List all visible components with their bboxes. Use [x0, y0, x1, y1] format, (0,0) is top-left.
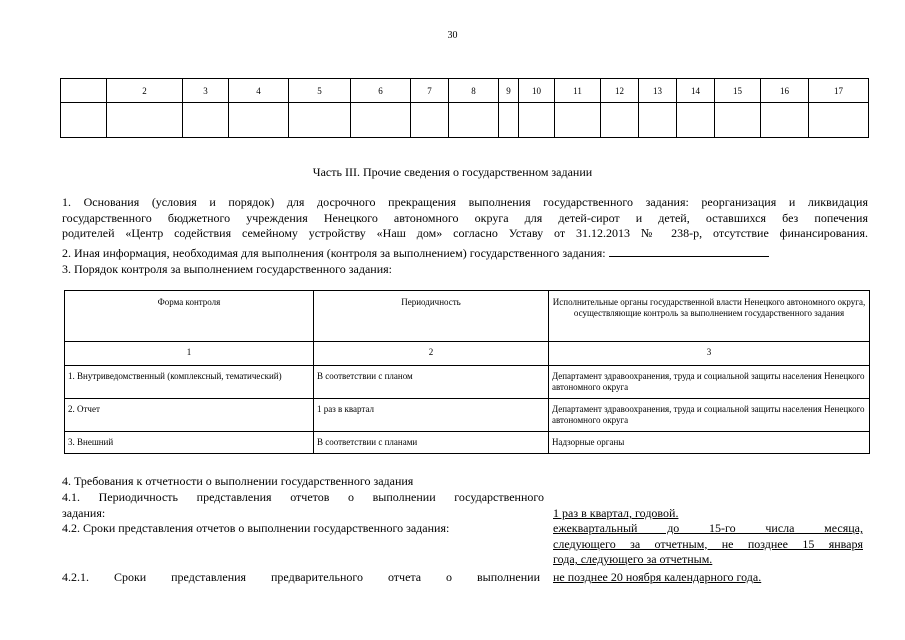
- column-number: 15: [715, 79, 761, 103]
- column-number: 10: [519, 79, 555, 103]
- table-cell: [449, 103, 499, 138]
- column-number: 4: [229, 79, 289, 103]
- item-4-2-answer-line: ежеквартальный до 15-го числа месяца,: [553, 521, 863, 535]
- control-table: [64, 290, 870, 454]
- item-4-1-line: 4.1. Периодичность представления отчетов о выполнении государственного: [62, 490, 544, 504]
- table-cell: [289, 103, 351, 138]
- cell-organ: Департамент здравоохранения, труда и социальной защиты населения Ненецкого автономного округа: [549, 399, 870, 432]
- item-4-2-1-answer-line: не позднее 20 ноября календарного года.: [553, 570, 762, 584]
- item-1-line: государственного бюджетного учреждения Ненецкого автономного округа для детей-сирот и детей, оставшихся без попечения: [62, 210, 868, 225]
- item-4-2-answer-line: года, следующего за отчетным.: [553, 552, 713, 566]
- item-4-2-answer-line: следующего за отчетным, не позднее 15 января: [553, 536, 863, 551]
- item-1-line: 1. Основания (условия и порядок) для досрочного прекращения выполнения государственного задания: реорганизация и ликвидация: [62, 195, 868, 209]
- cell-form: 1. Внутриведомственный (комплексный, тематический): [65, 366, 314, 399]
- table-row: [65, 399, 870, 432]
- item-4-1-line: задания:: [62, 505, 106, 520]
- table-cell: [351, 103, 411, 138]
- column-number: 5: [289, 79, 351, 103]
- item-1-paragraph: [62, 195, 868, 242]
- table-cell: [761, 103, 809, 138]
- control-table-number-row: [65, 342, 870, 366]
- item-4-1-text: [62, 490, 544, 521]
- part-title: Часть III. Прочие сведения о государственном задании: [312, 165, 593, 179]
- table-cell: [555, 103, 601, 138]
- item-4-heading: 4. Требования к отчетности о выполнении государственного задания: [62, 474, 414, 488]
- item-1-line: родителей «Центр содействия семейному устройству «Наш дом» согласно Уставу от 31.12.2013 № 238-р, отсутствие финансирования.: [62, 226, 868, 240]
- column-number: 12: [601, 79, 639, 103]
- table-cell: [183, 103, 229, 138]
- cell-organ: Департамент здравоохранения, труда и социальной защиты населения Ненецкого автономного округа: [549, 366, 870, 399]
- column-number: 9: [499, 79, 519, 103]
- table-row: [65, 432, 870, 454]
- column-number: 6: [351, 79, 411, 103]
- table-row: [61, 103, 869, 138]
- column-number: [61, 79, 107, 103]
- header-control-organs: Исполнительные органы государственной власти Ненецкого автономного округа, осуществляющие контроль за выполнением государственного задания: [549, 291, 870, 342]
- item-3-paragraph: 3. Порядок контроля за выполнением государственного задания:: [62, 262, 392, 276]
- cell-period: 1 раз в квартал: [314, 399, 549, 432]
- column-number: 8: [449, 79, 499, 103]
- table-row: [65, 366, 870, 399]
- column-number: 3: [183, 79, 229, 103]
- column-number: 13: [639, 79, 677, 103]
- indicators-table: [60, 78, 869, 138]
- cell-form: 2. Отчет: [65, 399, 314, 432]
- item-2-paragraph: [62, 246, 868, 262]
- table-header-row: [61, 79, 869, 103]
- column-number: 7: [411, 79, 449, 103]
- item-4-2-1-text: 4.2.1. Сроки представления предварительного отчета о выполнении: [62, 570, 540, 584]
- header-form-of-control: Форма контроля: [65, 291, 314, 342]
- table-cell: [639, 103, 677, 138]
- item-4-1-answer: 1 раз в квартал, годовой.: [553, 506, 679, 520]
- cell-period: В соответствии с планом: [314, 366, 549, 399]
- cell-period: В соответствии с планами: [314, 432, 549, 454]
- table-cell: [715, 103, 761, 138]
- item-4-2-answer: [553, 521, 863, 568]
- fill-in-blank-line: [609, 246, 769, 257]
- column-number: 1: [65, 342, 314, 366]
- column-number: 16: [761, 79, 809, 103]
- table-cell: [107, 103, 183, 138]
- cell-organ: Надзорные органы: [549, 432, 870, 454]
- item-2-text: 2. Иная информация, необходимая для выполнения (контроля за выполнением) государственного задания:: [62, 246, 606, 260]
- column-number: 2: [314, 342, 549, 366]
- control-table-header-row: [65, 291, 870, 342]
- table-cell: [519, 103, 555, 138]
- table-cell: [601, 103, 639, 138]
- column-number: 14: [677, 79, 715, 103]
- header-periodicity: Периодичность: [314, 291, 549, 342]
- table-cell: [499, 103, 519, 138]
- column-number: 17: [809, 79, 869, 103]
- table-cell: [411, 103, 449, 138]
- table-cell: [61, 103, 107, 138]
- column-number: 11: [555, 79, 601, 103]
- item-4-2-1-answer: [553, 570, 761, 586]
- cell-form: 3. Внешний: [65, 432, 314, 454]
- item-4-2-text: 4.2. Сроки представления отчетов о выполнении государственного задания:: [62, 521, 450, 535]
- table-cell: [229, 103, 289, 138]
- table-cell: [677, 103, 715, 138]
- table-cell: [809, 103, 869, 138]
- column-number: 2: [107, 79, 183, 103]
- page-number: 30: [447, 30, 458, 41]
- column-number: 3: [549, 342, 870, 366]
